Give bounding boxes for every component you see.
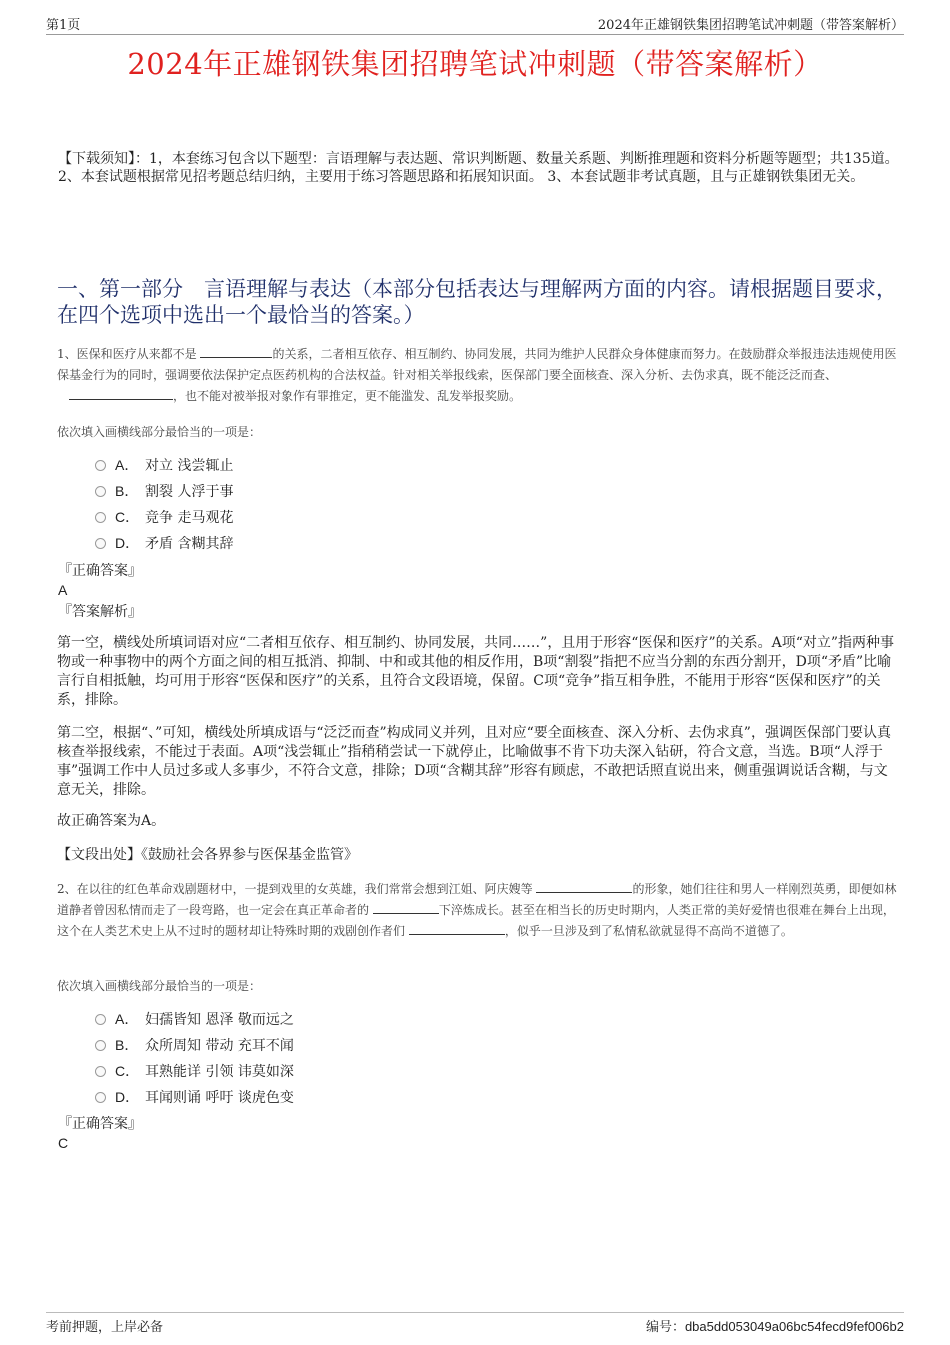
- option-c[interactable]: C． 竞争 走马观花: [95, 504, 233, 530]
- answer-blank: [373, 901, 439, 914]
- radio-icon[interactable]: [95, 538, 106, 549]
- option-b[interactable]: B． 众所周知 带动 充耳不闻: [95, 1032, 294, 1058]
- question-2-prompt: 依次填入画横线部分最恰当的一项是：: [57, 979, 262, 993]
- text-source: 【文段出处】《鼓励社会各界参与医保基金监管》: [57, 847, 358, 863]
- answer-blank: [200, 345, 272, 358]
- page-header: [46, 14, 904, 35]
- radio-icon[interactable]: [95, 1066, 106, 1077]
- option-a[interactable]: A． 妇孺皆知 恩泽 敬而远之: [95, 1006, 294, 1032]
- answer-blank: [409, 922, 505, 935]
- correct-answer-label: 『正确答案』: [58, 1116, 142, 1132]
- analysis-label: 『答案解析』: [58, 604, 142, 620]
- footer-slogan: 考前押题，上岸必备: [46, 1320, 164, 1335]
- answer-blank: [536, 880, 632, 893]
- option-b[interactable]: B． 割裂 人浮于事: [95, 478, 233, 504]
- analysis-conclusion: 故正确答案为A。: [57, 813, 166, 829]
- analysis-paragraph-2: 第二空，根据“、”可知，横线处所填成语与“泛泛而查”构成同义并列，且对应“要全面核查、深入分析、去伪求真”，强调医保部门要认真核查举报线索，不能过于表面。A项“浅尝辄止”指稍稍尝试一下就停止，比喻做事不肯下功夫深入钻研，符合文意，当选。B项“人浮于事”强调工作中人员过多或人多事少，不符合文意，排除；D项“含糊其辞”形容有顾虑，不敢把话照直说出来，侧重强调说话含糊，与文意无关，排除。: [57, 725, 891, 798]
- footer-code: 编号：dba5dd053049a06bc54fecd9fef006b2: [645, 1319, 904, 1335]
- radio-icon[interactable]: [95, 1014, 106, 1025]
- header-doc-title: 2024年正雄钢铁集团招聘笔试冲刺题（带答案解析）: [597, 18, 904, 33]
- option-c[interactable]: C． 耳熟能详 引领 讳莫如深: [95, 1058, 294, 1084]
- document-title: 2024年正雄钢铁集团招聘笔试冲刺题（带答案解析）: [127, 47, 823, 81]
- option-a[interactable]: A． 对立 浅尝辄止: [95, 452, 233, 478]
- correct-answer-label: 『正确答案』: [58, 563, 142, 579]
- option-d[interactable]: D． 矛盾 含糊其辞: [95, 530, 233, 556]
- answer-blank: [69, 387, 173, 400]
- download-notice: 【下载须知】：1，本套练习包含以下题型：言语理解与表达题、常识判断题、数量关系题、判断推理题和资料分析题等题型；共135道。 2、本套试题根据常见招考题总结归纳，主要用于练习答题思路和拓展知识面。 3、本套试题非考试真题，且与正雄钢铁集团无关。: [58, 151, 899, 185]
- question-2-text: 2、在以往的红色革命戏剧题材中，一提到戏里的女英雄，我们常常会想到江姐、阿庆嫂等 的形象，她们往往和男人一样刚烈英勇，即便如林道静者曾因私情而走了一段弯路，也一定会在真正革命者的 下淬炼成长。甚至在相当长的历史时期内，人类正常的美好爱情也很难在舞台上出现，这个在人类艺术史上从不过时的题材却让特殊时期的戏剧创作者们 ，似乎一旦涉及到了私情私欲就显得不高尚不道德了。: [57, 882, 897, 938]
- question-1-prompt: 依次填入画横线部分最恰当的一项是：: [57, 425, 262, 439]
- question-1-text: 1、医保和医疗从来都不是 的关系，二者相互依存、相互制约、协同发展，共同为维护人民群众身体健康而努力。在鼓励群众举报违法违规使用医保基金行为的同时，强调要依法保护定点医药机构的合法权益。针对相关举报线索，医保部门要全面核查、深入分析、去伪求真，既不能泛泛而查、，也不能对被举报对象作有罪推定，更不能滥发、乱发举报奖励。: [57, 347, 897, 403]
- section-title: 一、第一部分 言语理解与表达（本部分包括表达与理解两方面的内容。请根据题目要求，在四个选项中选出一个最恰当的答案。）: [57, 277, 897, 327]
- radio-icon[interactable]: [95, 512, 106, 523]
- radio-icon[interactable]: [95, 486, 106, 497]
- analysis-paragraph-1: 第一空，横线处所填词语对应“二者相互依存、相互制约、协同发展，共同……”，且用于形容“医保和医疗”的关系。A项“对立”指两种事物或一种事物中的两个方面之间的相互抵消、抑制、中和或其他的相反作用，B项“割裂”指把不应当分割的东西分割开，D项“矛盾”比喻言行自相抵触，均可用于形容“医保和医疗”的关系，且符合文段语境，保留。C项“竞争”指互相争胜，不能用于形容“医保和医疗”的关系，排除。: [57, 635, 895, 708]
- correct-answer-value: A: [58, 582, 68, 598]
- correct-answer-value: C: [58, 1135, 69, 1151]
- radio-icon[interactable]: [95, 1092, 106, 1103]
- question-2-options: [95, 1006, 294, 1110]
- option-d[interactable]: D． 耳闻则诵 呼吁 谈虎色变: [95, 1084, 294, 1110]
- question-1-options: [95, 452, 233, 556]
- radio-icon[interactable]: [95, 1040, 106, 1051]
- page-number: 第1页: [46, 18, 81, 33]
- page-footer: [46, 1312, 904, 1336]
- radio-icon[interactable]: [95, 460, 106, 471]
